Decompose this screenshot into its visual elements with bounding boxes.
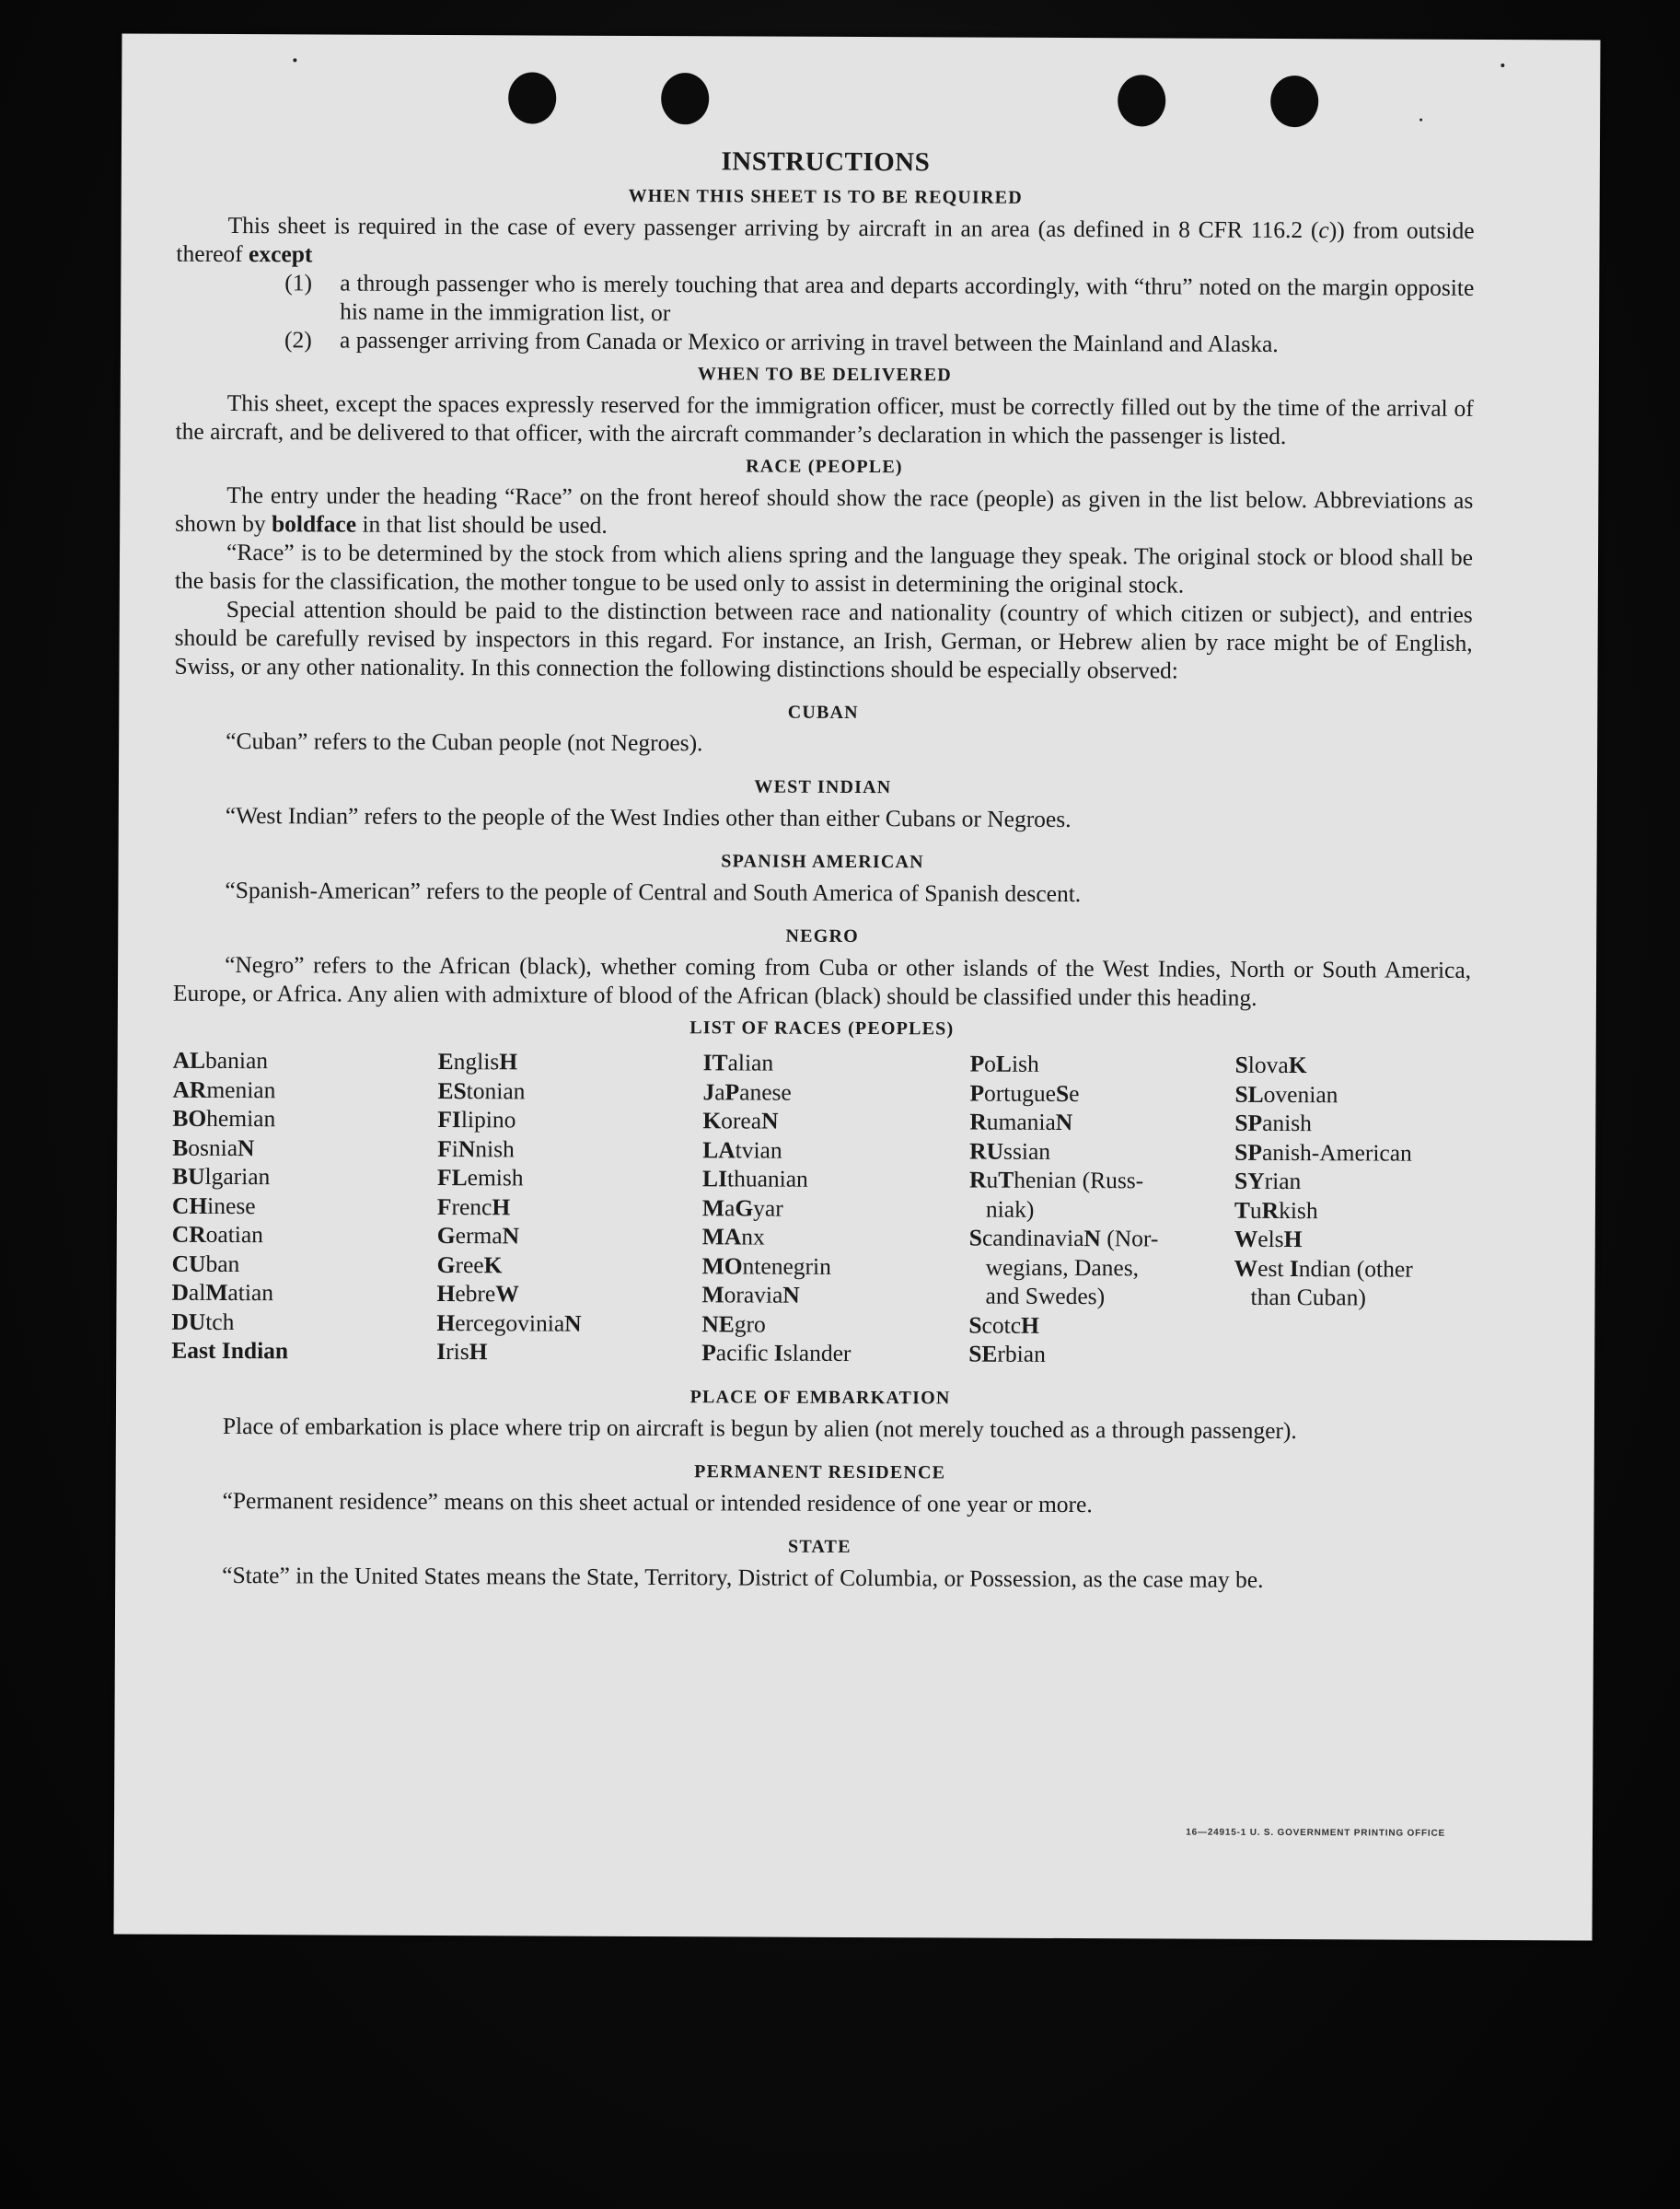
race-entry: Pacific Islander (701, 1339, 852, 1366)
race-entry: ALbanian (172, 1046, 269, 1075)
race-entry: BosniaN (172, 1134, 255, 1161)
race-column (1234, 1051, 1471, 1371)
state-text: “State” in the United States means the State, Territory, District of Columbia, or Possession, as the case may be. (222, 1561, 1264, 1593)
race-paragraph-2: “Race” is to be determined by the stock from which aliens spring and the language they speak. The original stock or blood shall be the basis for the classification, the mother tongue to be used only to assist in determining the original stock. (174, 539, 1474, 599)
race-entry: SYrian (1234, 1167, 1302, 1195)
section-heading-list: LIST OF RACES (PEOPLES) (689, 1017, 955, 1040)
section-heading-state: STATE (787, 1536, 852, 1557)
race-list (171, 1046, 1470, 1371)
race-entry: GreeK (436, 1250, 503, 1278)
race-entry: NEgro (701, 1309, 766, 1338)
race-entry: MAnx (701, 1223, 765, 1250)
scan-speck (1419, 119, 1422, 122)
residence-text: “Permanent residence” means on this sheet actual or intended residence of one year or more. (222, 1486, 1093, 1517)
race-entry: RUssian (969, 1137, 1051, 1165)
section-heading-cuban: CUBAN (787, 702, 859, 724)
race-entry: PortugueSe (969, 1079, 1080, 1107)
race-entry: BUlgarian (172, 1162, 271, 1191)
race-entry: ARmenian (172, 1075, 276, 1103)
race-entry: PoLish (969, 1050, 1039, 1077)
race-entry: SPanish-American (1234, 1138, 1412, 1167)
race-entry: MoraviaN (701, 1281, 800, 1308)
document-sheet (114, 34, 1601, 1941)
race-entry: MOntenegrin (701, 1251, 831, 1280)
race-entry: IrisH (436, 1338, 488, 1366)
race-column (436, 1047, 703, 1367)
race-entry: FLemish (437, 1164, 524, 1192)
west-indian-text: “West Indian” refers to the people of the West Indies other than either Cubans or Negroes. (225, 802, 1072, 833)
exception-item: (1) a through passenger who is merely touching that area and departs accordingly, with “thru” noted on the margin opposite his name in the immigration list, or (284, 269, 1475, 327)
cuban-text: “Cuban” refers to the Cuban people (not Negroes). (226, 727, 703, 757)
section-heading-negro: NEGRO (785, 925, 859, 948)
race-entry: CHinese (171, 1192, 256, 1219)
race-entry: MaGyar (701, 1193, 783, 1222)
race-paragraph-1: The entry under the heading “Race” on the front hereof should show the race (people) as given in the list below. Abbreviations as shown by boldface in that list should be used. (175, 482, 1474, 539)
race-entry: FrencH (436, 1192, 511, 1220)
race-entry: GermaN (436, 1222, 520, 1250)
race-entry: BOhemian (172, 1104, 276, 1133)
race-entry: RumaniaN (969, 1108, 1073, 1136)
race-entry: RuThenian (Russ- niak) (969, 1166, 1144, 1223)
spanish-american-text: “Spanish-American” refers to the people of Central and South America of Spanish descent. (225, 877, 1082, 908)
race-entry: LIthuanian (702, 1165, 808, 1192)
embarkation-text: Place of embarkation is place where trip on aircraft is begun by alien (not merely touched as a through passenger). (222, 1412, 1297, 1444)
race-entry: HercegoviniaN (436, 1308, 582, 1337)
punch-hole (508, 72, 556, 123)
required-intro: This sheet is required in the case of every passenger arriving by aircraft in an area (as defined in 8 CFR 116.2 (c)) from outside thereof except (176, 212, 1475, 268)
section-heading-delivered: WHEN TO BE DELIVERED (697, 364, 952, 386)
punch-hole (1270, 76, 1318, 127)
instructions-content (170, 143, 1475, 1595)
race-entry: ScotcH (968, 1311, 1039, 1339)
race-entry: SLovenian (1234, 1080, 1338, 1108)
race-entry: FiNnish (437, 1134, 515, 1162)
race-entry: ScandinaviaN (Nor- wegians, Danes, and Swedes) (968, 1224, 1159, 1310)
race-entry: DUtch (171, 1308, 235, 1335)
race-entry: EStonian (437, 1076, 526, 1104)
race-column (171, 1046, 438, 1366)
race-entry: KoreaN (702, 1107, 779, 1134)
section-heading-race: RACE (PEOPLE) (746, 456, 903, 478)
scan-speck (1500, 64, 1504, 67)
race-entry: LAtvian (702, 1135, 782, 1164)
section-heading-embarkation: PLACE OF EMBARKATION (689, 1386, 951, 1408)
punch-hole (661, 73, 709, 124)
section-heading-spanish-american: SPANISH AMERICAN (721, 851, 924, 873)
race-entry: SlovaK (1234, 1051, 1307, 1079)
section-heading-west-indian: WEST INDIAN (754, 776, 892, 798)
race-entry: CRoatian (171, 1220, 264, 1249)
race-entry: ITalian (702, 1049, 774, 1076)
punch-hole (1118, 75, 1165, 126)
race-entry: TuRkish (1234, 1196, 1318, 1224)
page-title: INSTRUCTIONS (721, 146, 931, 178)
race-column (701, 1048, 970, 1368)
scan-speck (293, 58, 296, 62)
section-heading-required: WHEN THIS SHEET IS TO BE REQUIRED (628, 185, 1023, 208)
race-entry: WelsH (1234, 1225, 1303, 1253)
delivered-text: This sheet, except the spaces expressly reserved for the immigration officer, must be correctly filled out by the time of the arrival of the aircraft, and be delivered to that officer, with the aircraft commander’s declaration in which the passenger is listed. (175, 389, 1474, 450)
race-entry: SErbian (968, 1340, 1046, 1367)
race-entry: SPanish (1234, 1109, 1313, 1137)
race-entry: DalMatian (171, 1278, 274, 1307)
section-heading-residence: PERMANENT RESIDENCE (694, 1460, 946, 1482)
race-entry: West Indian (other than Cuban) (1234, 1254, 1413, 1311)
race-entry: East Indian (171, 1336, 289, 1365)
exception-item: (2) a passenger arriving from Canada or Mexico or arriving in travel between the Mainland and Alaska. (284, 326, 1279, 357)
race-entry: HebreW (436, 1280, 519, 1308)
race-paragraph-3: Special attention should be paid to the distinction between race and nationality (country of which citizen or subject), and entries should be carefully revised by inspectors in this regard. For instance, an Irish, German, or Hebrew alien by race might be of English, Swiss, or any other nationality. In this connection the following distinctions should be especially observed: (174, 596, 1473, 684)
race-entry: JaPanese (702, 1077, 792, 1106)
race-entry: EnglisH (437, 1048, 518, 1075)
race-entry: CUban (171, 1250, 240, 1277)
race-entry: FIlipino (437, 1106, 516, 1134)
negro-text: “Negro” refers to the African (black), whether coming from Cuba or other islands of the West Indies, North or South America, Europe, or Africa. Any alien with admixture of blood of the African (black) should be classified under this heading. (172, 951, 1472, 1011)
print-code: 16—24915-1 U. S. GOVERNMENT PRINTING OFFICE (1186, 1827, 1446, 1839)
race-column (968, 1050, 1235, 1370)
